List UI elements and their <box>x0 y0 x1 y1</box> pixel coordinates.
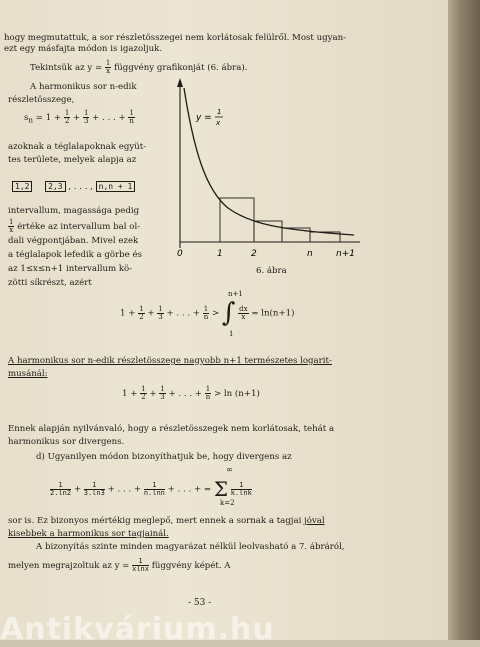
paragraph-line: zötti síkrészt, azért <box>8 278 92 288</box>
watermark: Antikvárium.hu <box>0 612 275 647</box>
integral-inequality <box>120 300 294 326</box>
fraction-numerator: 1 <box>231 482 252 490</box>
fraction <box>140 386 146 401</box>
fraction-numerator: 1 <box>105 59 111 67</box>
text-span: Tekintsük az y = <box>30 63 105 73</box>
fraction-denominator: 2.ln2 <box>50 488 72 497</box>
operator: + <box>130 389 138 399</box>
paragraph-line: dali végpontjában. Mivel ezek <box>8 236 139 246</box>
operator: > <box>211 308 220 319</box>
term: 1 <box>120 308 126 319</box>
fraction-numerator: dx <box>239 304 248 313</box>
sum-sign: Σ <box>213 477 228 501</box>
curve-label: y = <box>196 113 212 123</box>
fraction-numerator: 1 <box>132 558 149 566</box>
text-span: , . . . , <box>68 182 93 192</box>
paragraph-line: az 1≤x≤n+1 intervallum kö- <box>8 264 133 274</box>
fraction-numerator: 1 <box>203 304 209 313</box>
page-number: - 53 - <box>188 598 212 608</box>
text-span: jóval <box>304 516 325 526</box>
fraction <box>205 386 211 401</box>
curve-label-denominator: x <box>216 119 221 127</box>
fraction-denominator: 3 <box>160 393 165 401</box>
sum-upper-limit: ∞ <box>226 465 233 474</box>
x-tick-label: n+1 <box>336 249 355 259</box>
fraction <box>138 306 144 321</box>
term: 1 <box>122 389 128 399</box>
text-span: > ln (n+1) <box>213 389 260 399</box>
fraction <box>159 386 165 401</box>
fraction <box>231 482 252 497</box>
fraction <box>132 558 149 573</box>
sum-lower-limit: k=2 <box>220 499 235 507</box>
theorem-heading: musánál: <box>8 369 48 379</box>
paragraph-line <box>8 219 140 234</box>
operator: + . . . + <box>166 308 201 319</box>
fraction-denominator: xlnx <box>132 565 149 573</box>
curve-label-numerator: 1 <box>217 108 222 116</box>
paragraph-line: ezt egy másfajta módon is igazoljuk. <box>4 44 163 54</box>
fraction <box>83 110 89 125</box>
fraction-denominator: 2 <box>139 312 144 321</box>
log-inequality <box>122 386 260 401</box>
fraction-numerator: 1 <box>83 109 89 117</box>
operator: + . . . + <box>107 484 142 495</box>
paragraph-line <box>8 558 230 573</box>
paragraph-line: részletösszege, <box>8 95 75 105</box>
paragraph-line: A bizonyítás szinte minden magyarázat nélkül leolvasható a 7. ábráról, <box>36 542 345 552</box>
fraction-denominator: 2 <box>141 393 146 401</box>
fraction <box>144 482 165 497</box>
fraction-denominator: x <box>106 67 111 75</box>
fraction <box>238 306 248 321</box>
fraction-denominator: 3 <box>83 117 89 125</box>
x-tick-label: 1 <box>217 249 223 259</box>
text-span: értéke az intervallum bal ol- <box>14 222 141 232</box>
operator: + . . . + <box>167 484 202 495</box>
rectangle-2 <box>254 221 282 242</box>
text-span: melyen megrajzoltuk az y = <box>8 561 133 571</box>
paragraph-line: tes területe, melyek alapja az <box>8 155 137 165</box>
integral-upper-limit: n+1 <box>228 290 243 298</box>
figure-caption: 6. ábra <box>256 266 287 276</box>
fraction-denominator: k.lnk <box>230 488 252 497</box>
interval-box: n,n + 1 <box>96 181 136 192</box>
y-axis-arrow <box>177 78 183 87</box>
text-span: sor is. Ez bizonyos mértékig meglepő, mert ennek a sornak a tagjai <box>8 516 305 526</box>
operator: + <box>149 389 157 399</box>
fraction <box>157 306 163 321</box>
partial-sum-formula <box>24 110 135 125</box>
theorem-heading: A harmonikus sor n-edik részletösszege nagyobb n+1 természetes logarit- <box>8 356 332 366</box>
fraction-denominator: x <box>9 226 14 234</box>
fraction <box>84 482 105 497</box>
paragraph-line: harmonikus sor divergens. <box>8 437 125 447</box>
fraction-numerator: 1 <box>129 109 134 117</box>
fraction <box>128 110 134 125</box>
text-span: = 1 + <box>33 113 64 123</box>
operator: + <box>73 484 82 495</box>
operator: + . . . + <box>168 389 203 399</box>
x-tick-label: 2 <box>251 249 257 259</box>
fraction-denominator: 3.ln3 <box>83 488 105 497</box>
fraction-numerator: 1 <box>205 385 211 393</box>
fraction-numerator: 1 <box>50 482 71 490</box>
curve-1-over-x <box>184 88 354 235</box>
fraction-denominator: n <box>203 312 209 321</box>
page-binding-shadow <box>448 0 480 640</box>
fraction-numerator: 1 <box>64 109 70 117</box>
fraction-denominator: 3 <box>158 312 163 321</box>
fraction <box>64 110 70 125</box>
text-span: függvény grafikonját (6. ábra). <box>111 63 248 73</box>
paragraph-line: A harmonikus sor n-edik <box>30 82 137 92</box>
paragraph-line: d) Ugyanilyen módon bizonyíthatjuk be, hogy divergens az <box>36 452 292 462</box>
fraction-numerator: 1 <box>139 304 144 313</box>
interval-list <box>12 182 135 193</box>
text-span: függvény képét. A <box>148 561 231 571</box>
paragraph-line: intervallum, magassága pedig <box>8 206 140 216</box>
fraction-numerator: 1 <box>84 482 105 490</box>
operator: = <box>203 484 212 495</box>
operator: + . . . + <box>92 113 126 123</box>
paragraph-line: kisebbek a harmonikus sor tagjainál. <box>8 529 169 539</box>
fraction-numerator: 1 <box>9 218 14 226</box>
operator: + <box>147 308 155 319</box>
interval-box: 1,2 <box>12 181 32 192</box>
paragraph-line: Ennek alapján nyilvánvaló, hogy a részletösszegek nem korlátosak, tehát a <box>8 424 335 434</box>
operator: + <box>73 113 81 123</box>
fraction-numerator: 1 <box>141 385 146 393</box>
paragraph-line: hogy megmutattuk, a sor részletösszegei nem korlátosak felülről. Most ugyan- <box>4 33 347 43</box>
x-tick-label: n <box>307 249 313 259</box>
fraction-denominator: n.lnn <box>143 488 165 497</box>
operator: + <box>128 308 136 319</box>
fraction <box>50 482 71 497</box>
text-span: = ln(n+1) <box>251 308 295 319</box>
fraction-numerator: 1 <box>144 482 165 490</box>
subscript: n <box>28 115 34 125</box>
fraction <box>203 306 209 321</box>
fraction-denominator: x <box>241 312 246 321</box>
fraction-numerator: 1 <box>158 304 163 313</box>
interval-box: 2,3 <box>45 181 65 192</box>
x-tick-label: 0 <box>177 249 183 259</box>
paragraph-line: a téglalapok lefedik a görbe és <box>8 250 142 260</box>
fraction-denominator: n <box>129 117 134 125</box>
paragraph-line <box>8 516 325 527</box>
integral-lower-limit: 1 <box>229 330 234 338</box>
fraction-denominator: 2 <box>64 117 70 125</box>
figure-6-graph <box>170 72 366 264</box>
integral-sign: ∫ <box>221 298 236 328</box>
symbol: s <box>24 113 29 123</box>
fraction-denominator: n <box>205 393 211 401</box>
paragraph-line: azoknak a téglalapoknak együt- <box>8 142 147 152</box>
fraction-numerator: 1 <box>160 385 165 393</box>
